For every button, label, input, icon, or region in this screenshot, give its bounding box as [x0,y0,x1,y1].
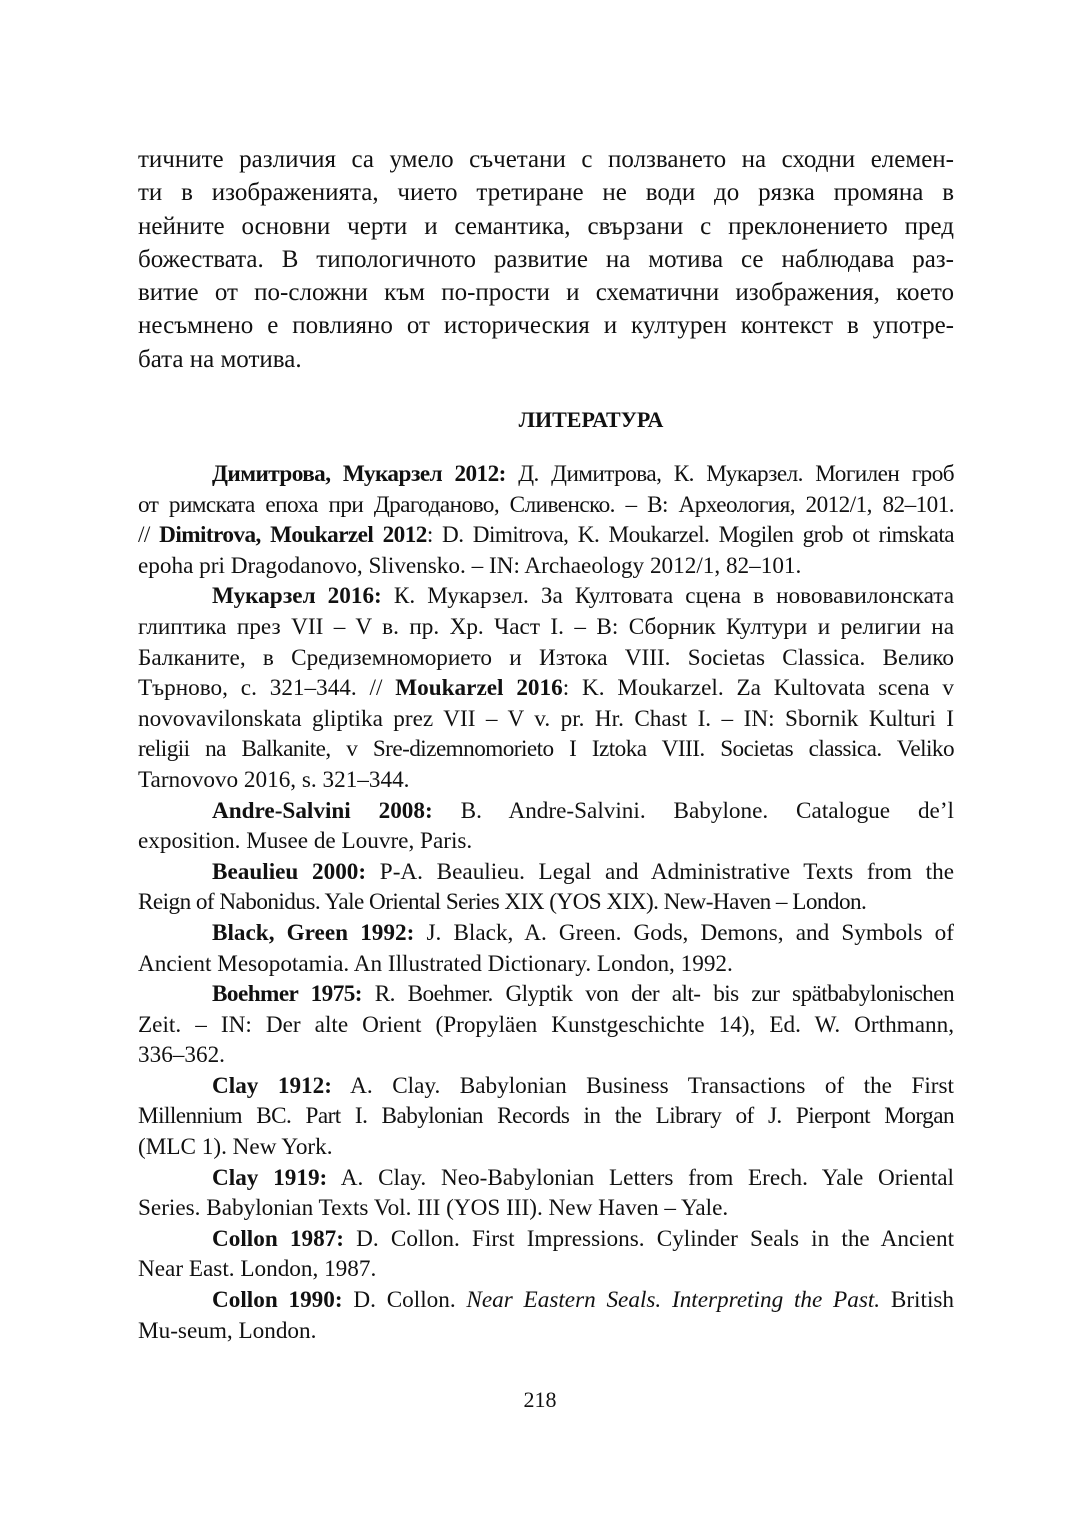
bibliography-entry [138,581,954,795]
entry-text: Series. Babylonian Texts Vol. III (YOS III). New Haven – Yale. [138,1195,729,1222]
bibliography-entry [138,918,954,979]
entry-text: Near East. London, 1987. [138,1256,377,1283]
entry-author: Димитрова, Мукарзел 2012: [212,461,506,487]
entry-text: Reign of Nabonidus. Yale Oriental Series XIX (YOS XIX). New-Haven – London. [138,889,867,916]
intro-line: ти в изображенията, чието третиране не води до рязка промяна в [138,179,954,207]
entry-text: D. Collon. First Impressions. Cylinder Seals in the Ancient [344,1225,955,1252]
entry-text: B. Andre-Salvini. Babylone. Catalogue de’l [432,797,955,824]
entry-author: Collon 1990: [212,1287,343,1314]
entry-text: Балканите, в Средиземноморието и Изтока VIII. Societas Classica. Велико [138,644,954,671]
entry-author: Moukarzel 2016 [395,675,563,702]
bibliography-entry [138,459,954,581]
entry-author: Clay 1912: [212,1072,332,1099]
bibliography-entry [138,979,954,1071]
entry-text: Tarnovovo 2016, s. 321–344. [138,766,410,793]
bibliography-entry [138,1224,954,1285]
entry-author: Collon 1987: [212,1225,344,1252]
entry-author: Мукарзел 2016: [212,583,382,610]
entry-author: Clay 1919: [212,1164,328,1191]
intro-paragraph [138,143,954,376]
bibliography-entry [138,857,954,918]
entry-italic-title: Near Eastern Seals. Interpreting the Past. [466,1287,881,1314]
page-body [138,143,955,1344]
entry-author: Boehmer 1975: [212,981,362,1008]
intro-line: витие от по-сложни към по-прости и схематични изображения, което [138,279,954,307]
bibliography-entry [138,1285,954,1346]
entry-text: Д. Димитрова, К. Мукарзел. Могилен гроб [505,461,954,487]
entry-text: R. Boehmer. Glyptik von der alt- bis zur spätbabylonischen [361,981,954,1008]
intro-line: тичните различия са умело съчетани с ползването на сходни елемен- [138,146,954,173]
entry-text: Zeit. – IN: Der alte Orient (Propyläen Kunstgeschichte 14), Ed. W. Orthmann, [138,1011,954,1038]
entry-text: British [880,1287,955,1314]
entry-text: Mu-seum, London. [138,1317,317,1344]
entry-text: от римската епоха при Драгоданово, Сливенско. – В: Археология, 2012/1, 82–101. [138,491,954,518]
entry-text: К. Мукарзел. За Култовата сцена в нововавилонската [381,583,954,610]
entry-text: глиптика през VII – V в. пр. Хр. Част I. – В: Сборник Култури и религии на [138,613,954,640]
intro-line: нейните основни черти и семантика, свързани с преклонението пред [138,212,954,240]
bibliography-entry [138,1071,954,1163]
entry-text: // [138,522,160,549]
entry-text: P-A. Beaulieu. Legal and Administrative Texts from the [366,858,954,885]
entry-text: D. Collon. [342,1287,467,1314]
intro-line: бата на мотива. [138,345,302,373]
entry-text: Millennium BC. Part I. Babylonian Records in the Library of J. Pierpont Morgan [138,1103,954,1130]
bibliography-entry [138,796,954,857]
page-number: 218 [523,1387,557,1412]
entry-text: : K. Moukarzel. Za Kultovata scena v [562,675,955,702]
entry-author: Beaulieu 2000: [212,858,367,885]
entry-author: Dimitrova, Moukarzel 2012 [159,522,427,549]
entry-text: Ancient Mesopotamia. An Illustrated Dictionary. London, 1992. [138,950,733,977]
entry-text: epoha pri Dragodanovo, Slivensko. – IN: Archaeology 2012/1, 82–101. [138,552,802,579]
intro-line: божествата. В типологичното развитие на мотива се наблюдава раз- [138,245,954,273]
entry-text: Търново, с. 321–344. // [138,675,396,702]
bibliography-list [138,459,954,1346]
entry-text: : D. Dimitrova, K. Moukarzel. Mogilen grob ot rimskata [426,522,954,549]
entry-text: A. Clay. Neo-Babylonian Letters from Erech. Yale Oriental [327,1164,954,1191]
section-title: ЛИТЕРАТУРА [518,407,664,432]
entry-author: Black, Green 1992: [212,919,415,946]
entry-text: exposition. Musee de Louvre, Paris. [138,828,473,855]
bibliography-entry [138,1163,954,1224]
entry-text: A. Clay. Babylonian Business Transactions of the First [331,1072,954,1099]
entry-text: novovavilonskata gliptika prez VII – V v. pr. Hr. Chast I. – IN: Sbornik Kulturi I [138,705,954,732]
entry-text: 336–362. [138,1042,225,1069]
entry-text: religii na Balkanite, v Sre-dizemnomorieto I Iztoka VIII. Societas classica. Veliko [138,736,954,763]
entry-text: J. Black, A. Green. Gods, Demons, and Symbols of [414,919,954,946]
entry-author: Andre-Salvini 2008: [212,797,433,824]
intro-line: несъмнено е повлияно от историческия и културен контекст в употре- [138,312,954,340]
entry-text: (MLC 1). New York. [138,1134,333,1161]
